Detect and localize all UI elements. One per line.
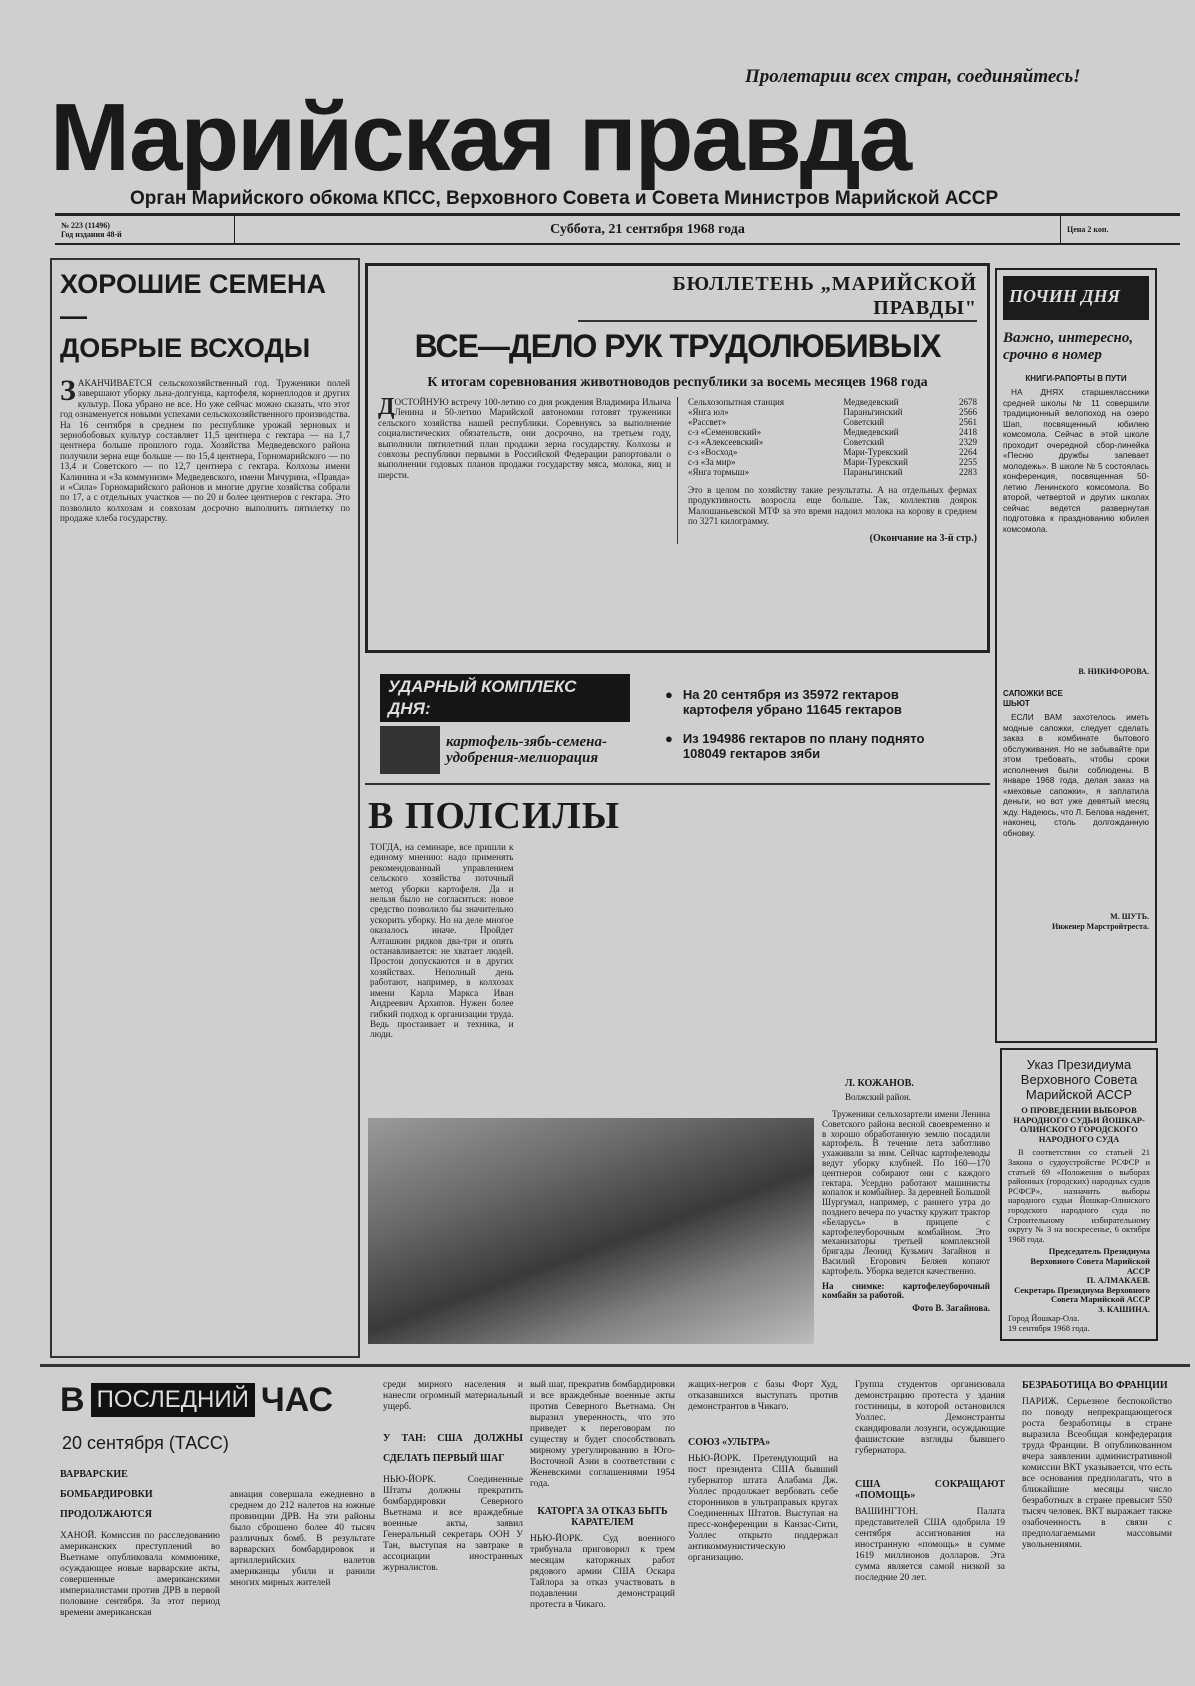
section-divider [40, 1364, 1190, 1367]
caption-snimke: На снимке: картофелеуборочный комбайн за работой. [822, 1280, 990, 1301]
district: Советский [843, 437, 885, 447]
table-row [688, 417, 977, 427]
newspaper-title: Марийская правда [50, 84, 911, 191]
news-headline: БЕЗРАБОТИЦА ВО ФРАНЦИИ [1022, 1380, 1168, 1391]
ukaz-text: В соответствии со статьей 21 Закона о судоустройстве РСФСР и статьей 69 «Положения о выборах районных (городских) народных судов РСФСР», назначить выборы народного судьи Йошкар-Олинского городского народного суда по Строительному избирательному округу № 3 на воскресенье, 6 октября 1968 года. [1008, 1147, 1150, 1244]
ukaz-date: 19 сентября 1968 года. [1008, 1323, 1090, 1334]
news-text: НЬЮ-ЙОРК. Претендующий на пост президента США бывший губернатор штата Алабама Дж. Уоллес продолжает вербовать себе сторонников в ультраправых кругах Соединенных Штатов. Выступая на пресс-конференции в Канзас-Сити, Уоллес открыто поддержал антикоммунистическую организацию. [688, 1454, 838, 1563]
polsily-author: Л. КОЖАНОВ. [845, 1078, 914, 1089]
last-hour-title [60, 1380, 333, 1420]
bulletin-box [365, 263, 990, 653]
farm-name: с-з «Алексеевский» [688, 437, 764, 447]
ukaz-title: Указ Президиума Верховного Совета Марийской АССР [1020, 1057, 1138, 1102]
ukaz-subtitle: О ПРОВЕДЕНИИ ВЫБОРОВ НАРОДНОГО СУДЬИ ЙОШКАР-ОЛИНСКОГО ГОРОДСКОГО НАРОДНОГО СУДА [1013, 1105, 1145, 1144]
district: Параньгинский [843, 467, 903, 477]
ukaz-name-2: З. КАШИНА. [1098, 1303, 1150, 1314]
table-row [688, 447, 977, 457]
title-part-3: ЧАС [260, 1381, 334, 1419]
bulletin-headline: ВСЕ—ДЕЛО РУК ТРУДОЛЮБИВЫХ [414, 328, 941, 364]
headline-line-1: ХОРОШИЕ СЕМЕНА— [60, 269, 327, 331]
bulletin-kicker: БЮЛЛЕТЕНЬ „МАРИЙСКОЙ ПРАВДЫ" [578, 272, 977, 322]
ukaz-place: Город Йошкар-Ола. [1008, 1313, 1080, 1324]
table-row [688, 397, 977, 407]
farm-name: «Рассвет» [688, 417, 727, 427]
bulletin-subhead: К итогам соревнования животноводов республики за восемь месяцев 1968 года [427, 375, 928, 390]
udarny-slogan: картофель-зябь-семена-удобрения-мелиорация [446, 734, 607, 766]
polsily-headline: В ПОЛСИЛЫ [368, 795, 621, 837]
farm-name: «Янга юл» [688, 407, 729, 417]
photo-credit: Фото В. Загайнова. [912, 1303, 990, 1314]
date-bar [55, 213, 1180, 245]
udarny-fact-2: Из 194986 гектаров по плану поднято 108049 гектаров зяби [682, 731, 925, 761]
newspaper-subtitle: Орган Марийского обкома КПСС, Верховного Совета и Совета Министров Марийской АССР [130, 188, 999, 209]
milk-yield: 2678 [959, 397, 977, 407]
milk-yield: 2283 [959, 467, 977, 477]
farm-name: с-з «За мир» [688, 457, 736, 467]
pochin-logo: ПОЧИН ДНЯ [1003, 276, 1149, 320]
farm-name: «Янга тормыш» [688, 467, 750, 477]
bulletin-text-2: Это в целом по хозяйству такие результаты. А на отдельных фермах продуктивность возросла еще больше. Так, коллектив доярок Малошаньевской МТФ за это время надоил молока на корову в среднем по 3271 килограмму. [688, 485, 977, 527]
news-col-7 [1022, 1380, 1172, 1551]
bullet-icon: ● [665, 687, 673, 702]
news-col-6 [855, 1380, 1005, 1584]
news-col-3 [383, 1380, 523, 1574]
district: Параньгинский [843, 407, 903, 417]
item-signature-role: Инженер Марстройтреста. [1051, 922, 1149, 931]
item-signature-2: М. ШУТЬ. [1110, 912, 1149, 921]
item-signature-1: В. НИКИФОРОВА. [1078, 667, 1149, 676]
news-text: НЬЮ-ЙОРК. Суд военного трибунала приговорил к трем месяцам каторжных работ рядового армии США Оскара Тайлора за отказ участвовать в подавлении демонстраций протеста в Чикаго. [530, 1534, 675, 1610]
bullet-icon: ● [665, 731, 673, 746]
table-row [688, 427, 977, 437]
item-text-2: ЕСЛИ ВАМ захотелось иметь модные сапожки, следует сделать заказ в комбинате бытового обслуживания. Но не забывайте при этом требовать, чтобы сроки исполнения были соблюдены. В январе 1968 года, делая заказ на «меховые сапожки», я заплатила деньги, но вот уже девятый месяц жду. Надеюсь, что Л. Белова наденет, наконец, столь долгожданную обновку. [1003, 712, 1150, 838]
milk-yield: 2566 [959, 407, 977, 417]
farm-name: Сельхозопытная станция [688, 397, 784, 407]
news-col-4 [530, 1380, 675, 1611]
news-col-5 [688, 1380, 838, 1564]
polsily-author-role: Волжский район. [845, 1092, 912, 1102]
farm-name: с-з «Семеновский» [688, 427, 762, 437]
bulletin-text [378, 394, 678, 544]
item-text-1: НА ДНЯХ старшеклассники средней школы № 11 совершили традиционный велопоход на озеро Шап, посвященный юбилею комсомола. Сейчас в этой школе проходит очередной сбор-линейка «Песню дружбы запевает молодежь». В школе № 5 состоялась конференция, посвященная 50-летию Ленинского комсомола. Во второй, четвертой и других школах сейчас ведется развернутая подготовка к празднованию юбилея комсомола. [1003, 387, 1149, 534]
article-body [60, 374, 350, 524]
item-headline-2: САПОЖКИ ВСЕ ШЬЮТ [1003, 689, 1063, 708]
udarny-fact-1: На 20 сентября из 35972 гектаров картофеля убрано 11645 гектаров [682, 687, 902, 717]
dateline: 20 сентября (ТАСС) [62, 1433, 229, 1453]
news-headline: КАТОРГА ЗА ОТКАЗ БЫТЬ КАРАТЕЛЕМ [537, 1506, 668, 1528]
ukaz-signatory-1: Председатель Президиума Верховного Совета Марийской АССР [1030, 1246, 1150, 1276]
district: Советский [843, 417, 885, 427]
news-headline: У ТАН: США ДОЛЖНЫ СДЕЛАТЬ ПЕРВЫЙ ШАГ [383, 1433, 523, 1464]
news-headline: СОЮЗ «УЛЬТРА» [688, 1437, 771, 1448]
item-headline-1: КНИГИ-РАПОРТЫ В ПУТИ [1025, 374, 1127, 383]
left-article [50, 258, 360, 1358]
farm-name: с-з «Восход» [688, 447, 738, 457]
udarny-title: УДАРНЫЙ КОМПЛЕКС ДНЯ: [380, 674, 630, 722]
ukaz-box [1000, 1048, 1158, 1341]
harvest-photo [368, 1118, 814, 1344]
issue-date: Суббота, 21 сентября 1968 года [550, 221, 745, 237]
slogan: Пролетарии всех стран, соединяйтесь! [745, 66, 1081, 87]
news-col-1 [60, 1465, 220, 1619]
caption-text: Труженики сельхозартели имени Ленина Советского района весной своевременно и в хорошо обработанную землю посадили картофель. В течение лета заботливо ухаживали за ним. Сейчас картофелеводы ведут уборку клубней. По 160—170 центнеров собирают они с каждого гектара. Усердно работают машинисты копалок и комбайнер. За деревней Большой Шургумал, например, с раннего утра до позднего вечера по участку кружит трактор «Беларусь» в прицепе с картофелеуборочным комбайном. Это механизаторы третьей комплексной бригады Леонид Кузьмич Загайнов и Василий Егорович Беляев копают картофель. Уборка ведется качественно. [822, 1109, 990, 1276]
table-row [688, 457, 977, 467]
udarny-box [365, 665, 990, 785]
polsily-text: ТОГДА, на семинаре, все пришли к единому мнению: надо применять рекомендованный управлением сельского хозяйства поточный метод уборки картофеля. Да и нельзя было не согласиться: новое средство позволило бы значительно ускорить уборку. Но на деле многое оказалось иначе. Пройдет Алташкин рядков два-три и опять останавливается: не хватает людей. Простои допускаются и в других хозяйствах. Неполный день работают, например, в колхозах имени Карла Маркса Иван Андреевич Архипов. Нужен более гибкий подход к организации труда. Ведь простаивает и техника, и люди. [370, 842, 514, 1040]
district: Медведевский [843, 397, 899, 407]
price: Цена 2 коп. [1060, 216, 1180, 243]
drop-cap: З [60, 374, 76, 407]
photo-caption [822, 1110, 990, 1314]
ukaz-signatory-2: Секретарь Президиума Верховного Совета Марийской АССР [1014, 1284, 1150, 1305]
continued-note: (Окончание на 3-й стр.) [869, 532, 977, 544]
publication-year: Год издания 48-й [61, 229, 122, 239]
milk-yield: 2264 [959, 447, 977, 457]
bulletin-table [688, 397, 977, 477]
news-text: вый шаг, прекратив бомбардировки и все враждебные военные акты против Северного Вьетнама. Он выразил уверенность, что это приведет к переговорам по существу и будет способствовать мирному урегулированию в Юго-Восточной Азии в соответствии с Женевскими соглашениями 1954 года. [530, 1380, 675, 1489]
bulletin-text-lead: ОСТОЙНУЮ встречу 100-летию со дня рождения Владимира Ильича Ленина и 50-летию Марийской автономии готовят труженики сельского хозяйства нашей республики. Соревнуясь за выполнение социалистических обязательств, они досрочно, на третьем году, выполнили пятилетний план продажи зерна государству. Колхозы и совхозы республики первыми в Российской Федерации рапортовали о выполнении годовых планов продажи государству мяса, молока, яиц и шерсти. [378, 397, 671, 480]
pochin-tagline: Важно, интересно, срочно в номер [1003, 330, 1134, 363]
news-text: жащих-негров с базы Форт Худ, отказавшихся выступать против демонстрантов в Чикаго. [688, 1380, 838, 1412]
pochin-box [995, 268, 1157, 1043]
issue-number: № 223 (11496) [61, 220, 110, 230]
news-text: ВАШИНГТОН. Палата представителей США одобрила 19 сентября ассигнования на иностранную «помощь» в сумме 1619 миллионов долларов. Эта сумма является самой низкой за последние 20 лет. [855, 1507, 1005, 1583]
table-row [688, 437, 977, 447]
news-text: ПАРИЖ. Серьезное беспокойство по поводу непрекращающегося роста безработицы в стране выразила Всеобщая конфедерация труда Франции. В опубликованном вчера заявлении административной комиссии ВКТ указывается, что есть все основания предполагать, что в ближайшие месяцы число безработных в стране превысит 550 тысяч человек. ВКТ выражает также озабоченность в связи с предполагаемыми массовыми увольнениями. [1022, 1397, 1172, 1550]
tractor-icon [380, 726, 440, 774]
title-part-1: В [60, 1381, 85, 1419]
title-part-2: ПОСЛЕДНИЙ [91, 1383, 255, 1417]
district: Медведевский [843, 427, 899, 437]
milk-yield: 2561 [959, 417, 977, 427]
news-headline: ВАРВАРСКИЕ БОМБАРДИРОВКИ ПРОДОЛЖАЮТСЯ [60, 1469, 153, 1520]
news-col-2: авиация совершала ежедневно в среднем до 212 налетов на южные провинции ДРВ. На эти районы было сброшено более 40 тысяч различных бомб. В результате варварских бомбардировок и артиллерийских налетов американцы убили и ранили многих мирных жителей [230, 1490, 375, 1588]
table-row [688, 467, 977, 477]
district: Мари-Турекский [843, 447, 908, 457]
ukaz-name-1: П. АЛМАКАЕВ. [1086, 1275, 1150, 1286]
article-lead: АКАНЧИВАЕТСЯ сельскохозяйственный год. Труженики полей завершают уборку льна-долгунца, картофеля, корнеплодов и других культур. Пока убрано не все. Но уже сейчас можно сказать, что этот год ознаменуется новыми успехами сельскохозяйственного производства. На 16 сентября в среднем по республике урожай зерновых и зернобобовых культур составляет 11,5 центнера с гектара — на 1,7 центнера больше прошлого года. Хозяйства Медведевского района получили зерна еще больше — по 15,4 центнера, Горномарийского — по 13,4 и Советского — по 12,7 центнера с гектара. Колхозы имени Калинина и «За коммунизм» Медведевского, имени Мичурина, «Правда» и «Сила» Горномарийского районов и многие другие хозяйства собрали по 17, а с отдельных участков — по 20 и более центнеров с гектара. Это позволило колхозам и совхозам досрочно выполнить пятилетку по продаже хлеба государству. [60, 378, 350, 524]
drop-cap: Д [378, 394, 395, 420]
headline-line-2: ДОБРЫЕ ВСХОДЫ [60, 333, 311, 363]
news-text: НЬЮ-ЙОРК. Соединенные Штаты должны прекратить бомбардировки Северного Вьетнама и все враждебные военные акты, заявил Генеральный секретарь ООН У Тан, выступая на завтраке в ассоциации иностранных журналистов. [383, 1475, 523, 1573]
milk-yield: 2255 [959, 457, 977, 467]
news-text: ХАНОЙ. Комиссия по расследованию американских преступлений во Вьетнаме опубликовала коммюнике, осуждающее новые варварские акты, совершенные американскими империалистами против ДРВ в первой половине сентября. За этот период времени американская [60, 1531, 220, 1618]
district: Мари-Турекский [843, 457, 908, 467]
milk-yield: 2329 [959, 437, 977, 447]
news-text: Группа студентов организовала демонстрацию протеста у здания гостиницы, в которой остановился Уоллес. Демонстранты скандировали лозунги, осуждающие фашистские взгляды бывшего губернатора. [855, 1380, 1005, 1456]
news-headline: США СОКРАЩАЮТ «ПОМОЩЬ» [855, 1479, 1005, 1501]
news-text: среди мирного населения и нанесли огромный материальный ущерб. [383, 1380, 523, 1412]
table-row [688, 407, 977, 417]
milk-yield: 2418 [959, 427, 977, 437]
